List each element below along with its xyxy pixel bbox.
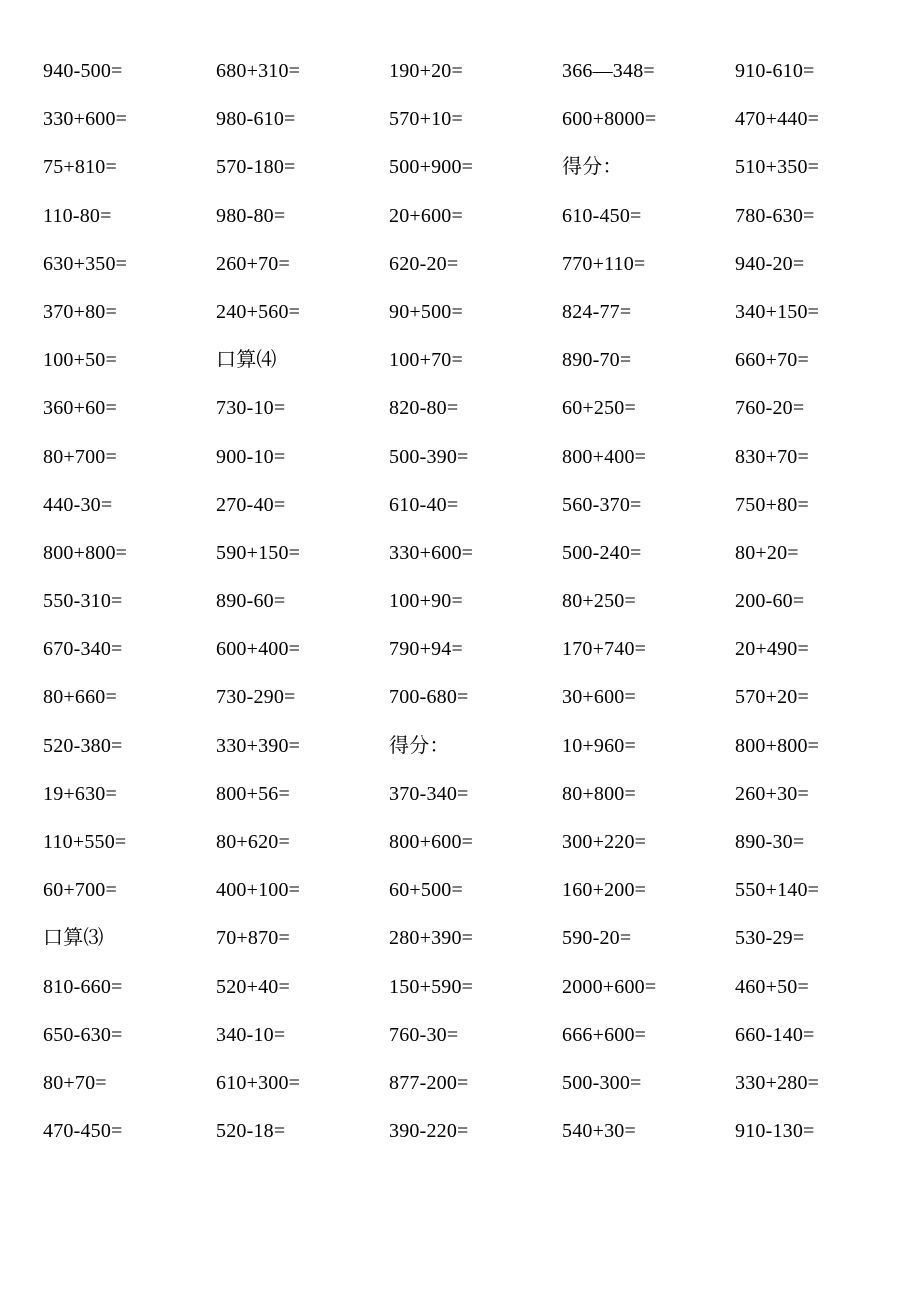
arithmetic-problem: 890-70= (562, 349, 632, 372)
arithmetic-problem: 680+310= (216, 60, 301, 82)
arithmetic-problem: 824-77= (562, 300, 632, 323)
arithmetic-problem: 666+600= (562, 1023, 647, 1046)
section-heading: 口算⑶ (43, 927, 104, 950)
arithmetic-problem: 260+30= (735, 782, 809, 805)
arithmetic-problem: 190+20= (389, 60, 463, 82)
arithmetic-problem: 330+600= (43, 108, 128, 131)
arithmetic-problem: 30+600= (562, 686, 636, 709)
arithmetic-problem: 730-10= (216, 397, 286, 420)
arithmetic-problem: 60+500= (389, 879, 463, 902)
arithmetic-problem: 590-20= (562, 927, 632, 950)
arithmetic-problem: 80+700= (43, 445, 117, 468)
arithmetic-problem: 600+400= (216, 638, 301, 661)
arithmetic-problem: 890-60= (216, 590, 286, 613)
arithmetic-problem: 80+250= (562, 590, 636, 613)
arithmetic-problem: 460+50= (735, 975, 809, 998)
arithmetic-problem: 80+70= (43, 1071, 107, 1094)
arithmetic-problem: 160+200= (562, 879, 647, 902)
arithmetic-problem: 2000+600= (562, 975, 657, 998)
arithmetic-problem: 280+390= (389, 927, 474, 950)
arithmetic-problem: 540+30= (562, 1120, 636, 1143)
arithmetic-problem: 940-20= (735, 252, 805, 275)
arithmetic-problem: 366—348= (562, 60, 655, 82)
arithmetic-problem: 800+800= (735, 734, 820, 757)
arithmetic-problem: 650-630= (43, 1023, 123, 1046)
arithmetic-problem: 980-610= (216, 108, 296, 131)
arithmetic-problem: 500-240= (562, 541, 642, 564)
arithmetic-problem: 570-180= (216, 156, 296, 179)
arithmetic-problem: 610-40= (389, 493, 459, 516)
arithmetic-problem: 370+80= (43, 300, 117, 323)
arithmetic-problem: 610+300= (216, 1071, 301, 1094)
arithmetic-problem: 370-340= (389, 782, 469, 805)
arithmetic-problem: 910-130= (735, 1120, 815, 1143)
score-label: 得分： (389, 734, 450, 757)
arithmetic-problem: 330+390= (216, 734, 301, 757)
arithmetic-problem: 620-20= (389, 252, 459, 275)
arithmetic-problem: 550-310= (43, 590, 123, 613)
arithmetic-problem: 170+740= (562, 638, 647, 661)
arithmetic-problem: 890-30= (735, 831, 805, 853)
arithmetic-grid (43, 56, 885, 1164)
arithmetic-problem: 360+60= (43, 397, 117, 420)
arithmetic-problem: 500-300= (562, 1071, 642, 1094)
arithmetic-problem: 760-20= (735, 397, 805, 420)
arithmetic-problem: 780-630= (735, 204, 815, 227)
arithmetic-problem: 520-380= (43, 734, 123, 757)
arithmetic-problem: 110+550= (43, 831, 127, 853)
arithmetic-problem: 470-450= (43, 1120, 123, 1143)
arithmetic-problem: 80+620= (216, 831, 290, 853)
arithmetic-problem: 270-40= (216, 493, 286, 516)
arithmetic-problem: 910-610= (735, 60, 815, 82)
arithmetic-problem: 100+70= (389, 349, 463, 372)
arithmetic-problem: 260+70= (216, 252, 290, 275)
arithmetic-problem: 80+800= (562, 782, 636, 805)
arithmetic-problem: 200-60= (735, 590, 805, 613)
arithmetic-problem: 520+40= (216, 975, 290, 998)
arithmetic-problem: 560-370= (562, 493, 642, 516)
arithmetic-problem: 75+810= (43, 156, 117, 179)
arithmetic-problem: 500-390= (389, 445, 469, 468)
arithmetic-problem: 400+100= (216, 879, 301, 902)
arithmetic-problem: 340+150= (735, 300, 820, 323)
arithmetic-problem: 240+560= (216, 300, 301, 323)
arithmetic-problem: 150+590= (389, 975, 474, 998)
arithmetic-problem: 900-10= (216, 445, 286, 468)
arithmetic-problem: 800+800= (43, 541, 128, 564)
arithmetic-problem: 660+70= (735, 349, 809, 372)
arithmetic-problem: 300+220= (562, 831, 647, 853)
arithmetic-problem: 630+350= (43, 252, 128, 275)
arithmetic-problem: 730-290= (216, 686, 296, 709)
arithmetic-problem: 110-80= (43, 204, 112, 227)
arithmetic-problem: 530-29= (735, 927, 805, 950)
arithmetic-problem: 80+660= (43, 686, 117, 709)
arithmetic-problem: 390-220= (389, 1120, 469, 1143)
arithmetic-problem: 520-18= (216, 1120, 286, 1143)
arithmetic-problem: 810-660= (43, 975, 123, 998)
arithmetic-problem: 60+700= (43, 879, 117, 902)
arithmetic-problem: 750+80= (735, 493, 809, 516)
arithmetic-problem: 330+600= (389, 541, 474, 564)
arithmetic-problem: 20+600= (389, 204, 463, 227)
arithmetic-problem: 830+70= (735, 445, 809, 468)
arithmetic-problem: 660-140= (735, 1023, 815, 1046)
arithmetic-problem: 590+150= (216, 541, 301, 564)
arithmetic-problem: 10+960= (562, 734, 636, 757)
arithmetic-problem: 940-500= (43, 60, 123, 82)
arithmetic-problem: 60+250= (562, 397, 636, 420)
arithmetic-problem: 70+870= (216, 927, 290, 950)
arithmetic-problem: 980-80= (216, 204, 286, 227)
arithmetic-problem: 570+20= (735, 686, 809, 709)
section-heading: 口算⑷ (216, 349, 277, 372)
arithmetic-problem: 800+400= (562, 445, 647, 468)
score-label: 得分： (562, 156, 623, 179)
arithmetic-problem: 500+900= (389, 156, 474, 179)
arithmetic-problem: 470+440= (735, 108, 820, 131)
arithmetic-problem: 570+10= (389, 108, 463, 131)
arithmetic-problem: 790+94= (389, 638, 463, 661)
arithmetic-problem: 100+90= (389, 590, 463, 613)
arithmetic-problem: 19+630= (43, 782, 117, 805)
arithmetic-problem: 700-680= (389, 686, 469, 709)
arithmetic-problem: 610-450= (562, 204, 642, 227)
arithmetic-problem: 440-30= (43, 493, 113, 516)
arithmetic-problem: 600+8000= (562, 108, 657, 131)
arithmetic-problem: 670-340= (43, 638, 123, 661)
arithmetic-problem: 550+140= (735, 879, 820, 902)
arithmetic-problem: 340-10= (216, 1023, 286, 1046)
arithmetic-problem: 800+600= (389, 831, 474, 853)
arithmetic-problem: 820-80= (389, 397, 459, 420)
arithmetic-problem: 100+50= (43, 349, 117, 372)
arithmetic-problem: 330+280= (735, 1071, 820, 1094)
arithmetic-problem: 80+20= (735, 541, 799, 564)
arithmetic-problem: 770+110= (562, 252, 646, 275)
arithmetic-problem: 20+490= (735, 638, 809, 661)
arithmetic-problem: 90+500= (389, 300, 463, 323)
arithmetic-problem: 510+350= (735, 156, 820, 179)
arithmetic-problem: 760-30= (389, 1023, 459, 1046)
arithmetic-problem: 877-200= (389, 1071, 469, 1094)
arithmetic-problem: 800+56= (216, 782, 290, 805)
